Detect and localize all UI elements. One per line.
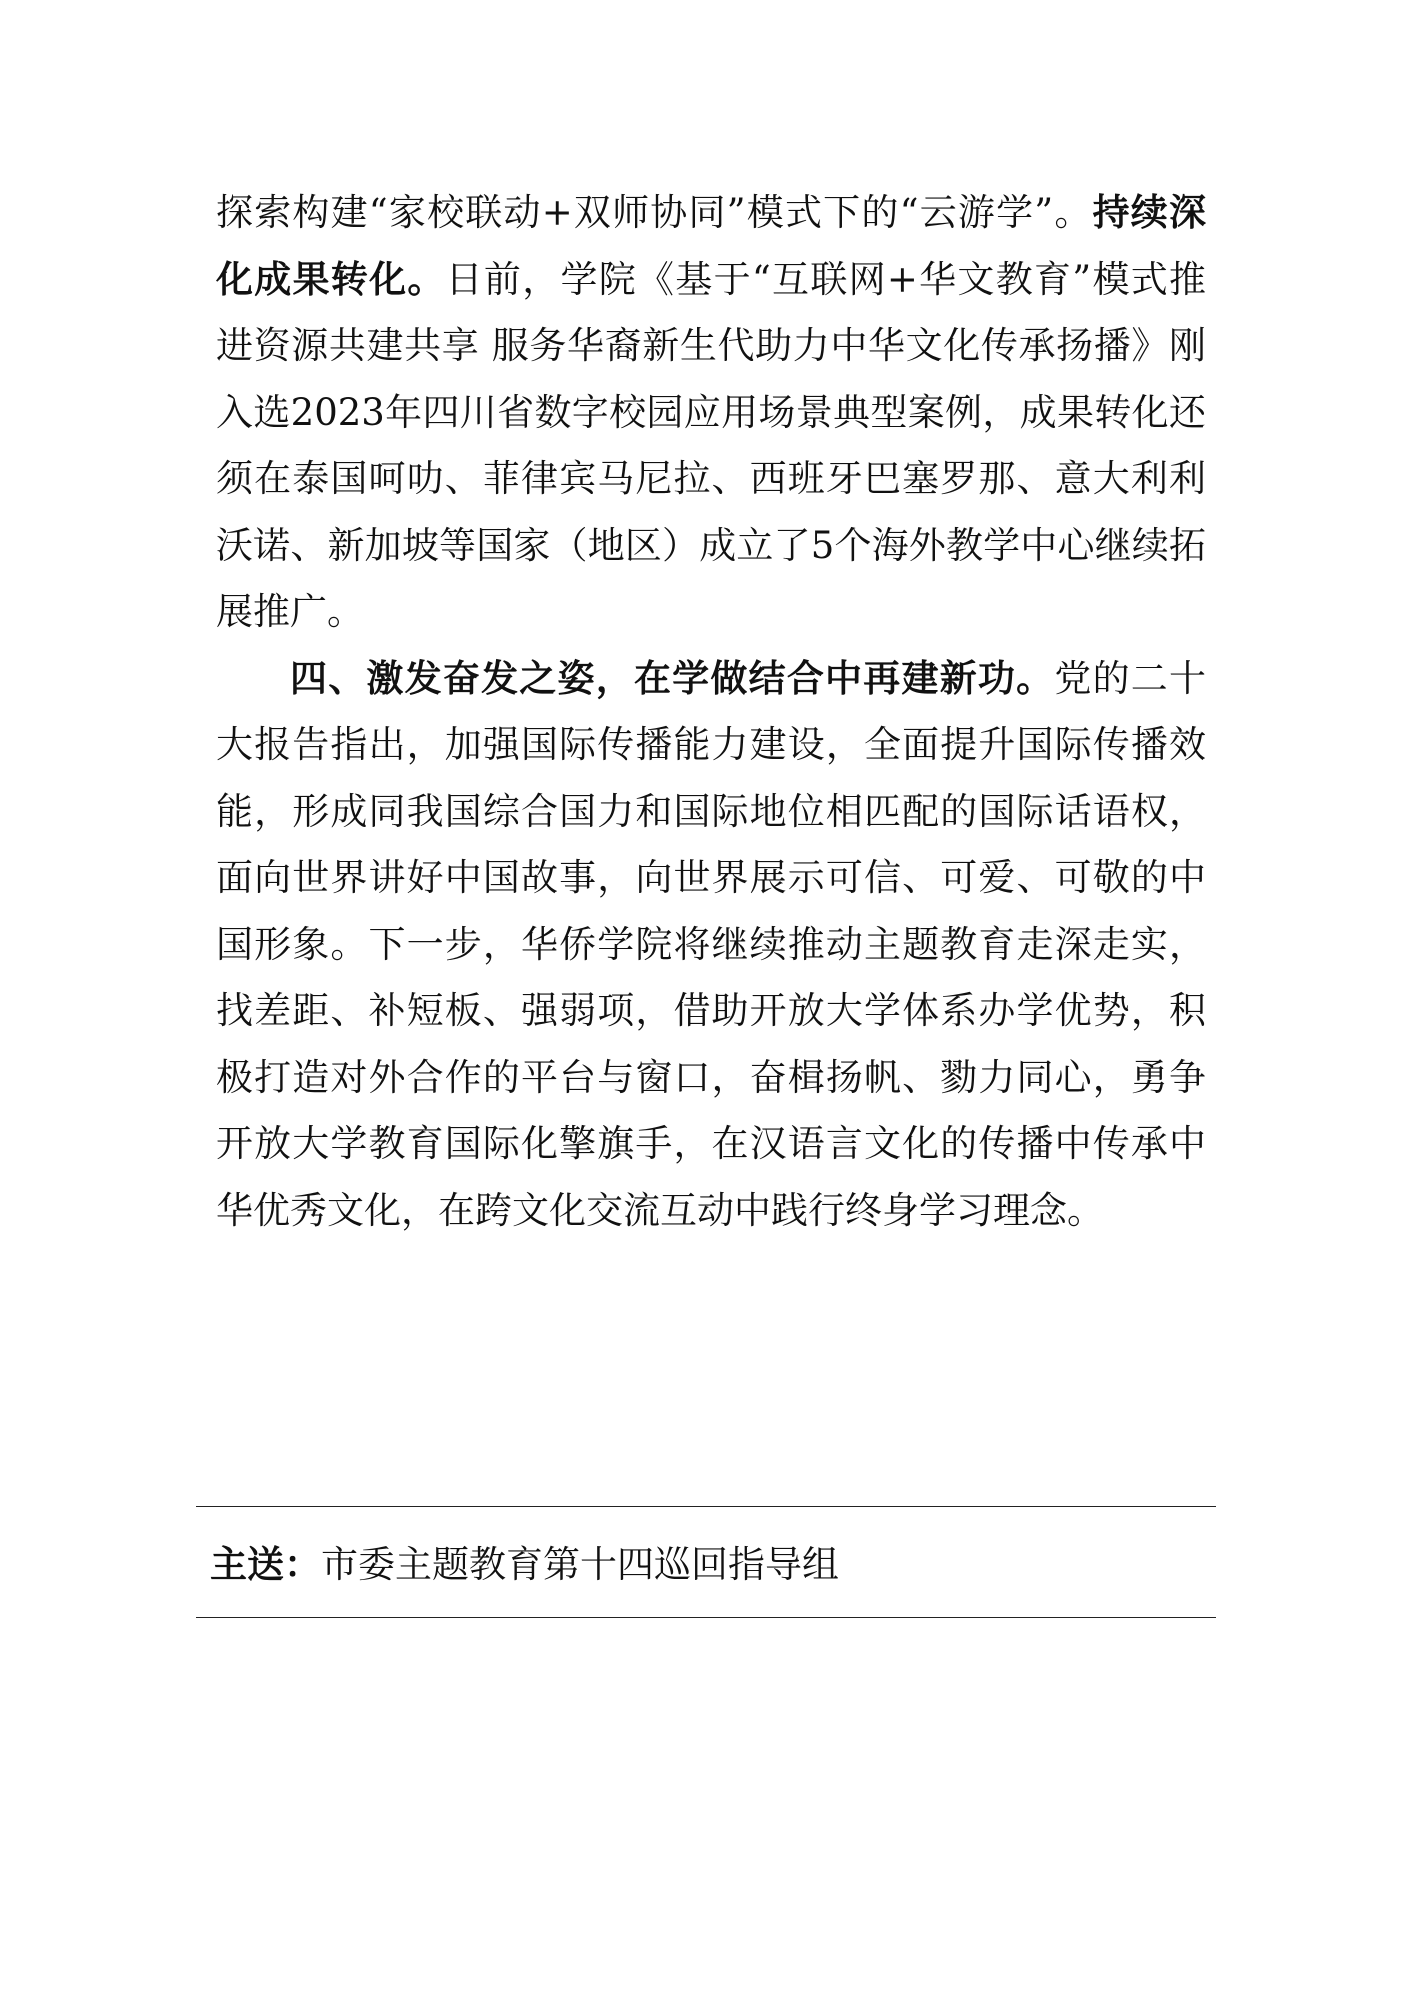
document-body — [216, 180, 1206, 1244]
paragraph-1-bold-phrase: 持续深化成果转化。 — [216, 191, 1207, 301]
paragraph-2 — [216, 646, 1206, 1245]
section-four-heading: 四、激发奋发之姿，在学做结合中再建新功。 — [290, 656, 1055, 700]
paragraph-2-text: 党的二十大报告指出，加强国际传播能力建设，全面提升国际传播效能，形成同我国综合国力和国际地位相匹配的国际话语权，面向世界讲好中国故事，向世界展示可信、可爱、可敬的中国形象。下一步，华侨学院将继续推动主题教育走深走实，找差距、补短板、强弱项，借助开放大学体系办学优势，积极打造对外合作的平台与窗口，奋楫扬帆、勠力同心，勇争开放大学教育国际化擎旗手，在汉语言文化的传播中传承中华优秀文化，在跨文化交流互动中践行终身学习理念。 — [216, 656, 1207, 1232]
paragraph-1-text-a: 探索构建“家校联动+双师协同”模式下的“云游学”。 — [216, 191, 1093, 234]
footer-top-rule — [196, 1506, 1216, 1507]
footer-bottom-rule — [196, 1617, 1216, 1618]
distribution-recipient: 市委主题教育第十四巡回指导组 — [321, 1543, 839, 1586]
paragraph-1 — [216, 180, 1206, 646]
distribution-label: 主送： — [210, 1543, 321, 1586]
paragraph-1-text-c: 日前，学院《基于“互联网+华文教育”模式推进资源共建共享 服务华裔新生代助力中华文化传承扬播》刚入选2023年四川省数字校园应用场景典型案例，成果转化还须在泰国呵叻、菲律宾马尼拉、西班牙巴塞罗那、意大利利沃诺、新加坡等国家（地区）成立了5个海外教学中心继续拓展推广。 — [216, 257, 1206, 633]
distribution-line — [210, 1540, 839, 1590]
